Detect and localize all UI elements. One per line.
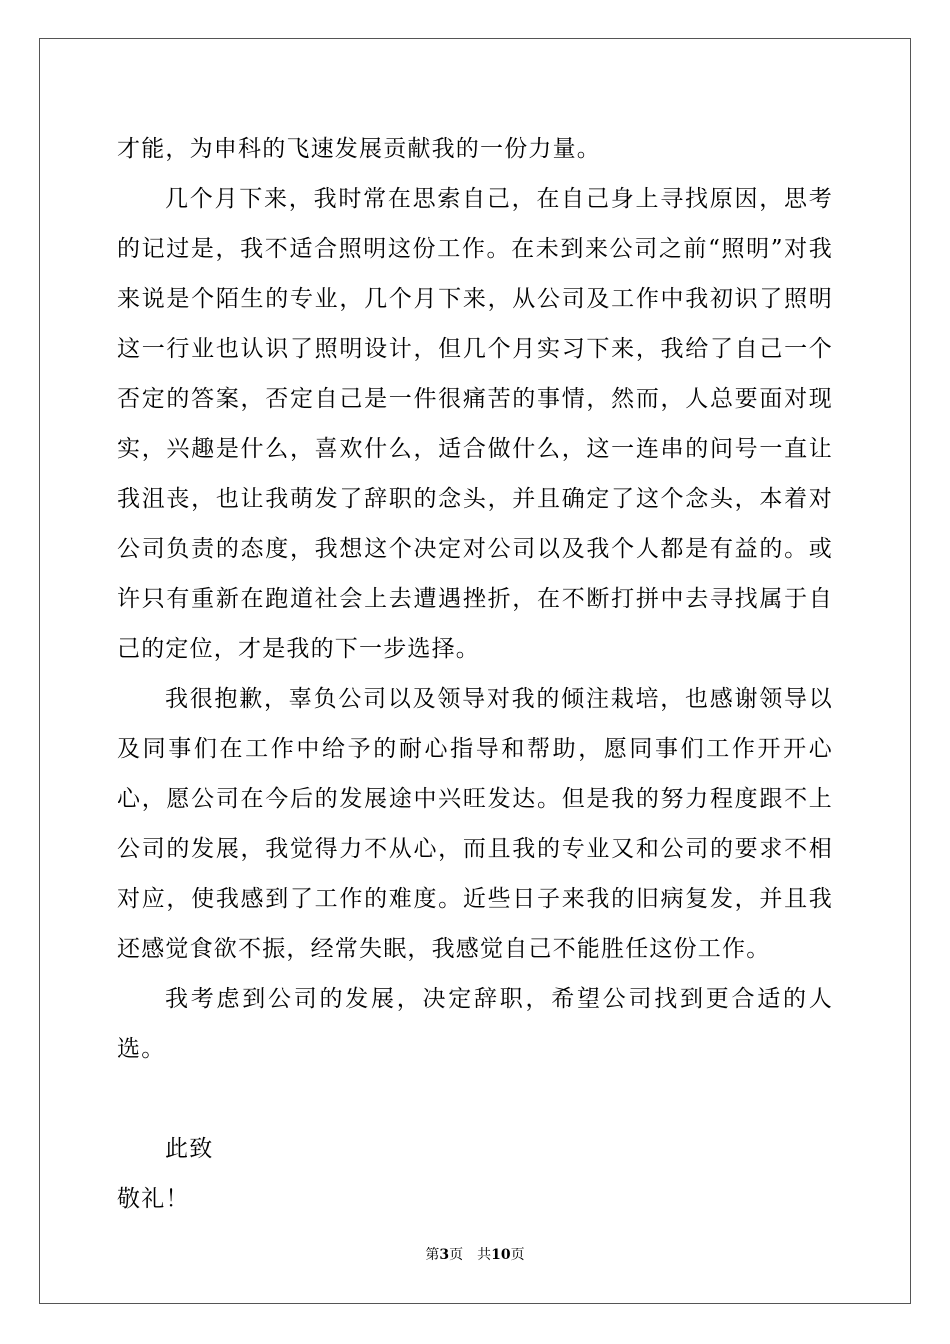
- page-prefix: 第: [425, 1247, 440, 1263]
- total-unit: 页: [510, 1247, 525, 1263]
- paragraph-continuation: 才能，为申科的飞速发展贡献我的一份力量。: [117, 136, 601, 162]
- blank-line: [117, 1074, 833, 1124]
- total-prefix: 共: [477, 1247, 492, 1263]
- paragraph-apology: 我很抱歉，辜负公司以及领导对我的倾注栽培，也感谢领导以及同事们在工作中给予的耐心指导和帮助，愿同事们工作开开心心，愿公司在今后的发展途中兴旺发达。但是我的努力程度跟不上公司的发展，我觉得力不从心，而且我的专业又和公司的要求不相对应，使我感到了工作的难度。近些日子来我的旧病复发，并且我还感觉食欲不振，经常失眠，我感觉自己不能胜任这份工作。: [117, 686, 833, 962]
- closing: 敬礼！: [117, 1186, 190, 1212]
- paragraph-reflection: 几个月下来，我时常在思索自己，在自己身上寻找原因，思考的记过是，我不适合照明这份工作。在未到来公司之前“照明”对我来说是个陌生的专业，几个月下来，从公司及工作中我初识了照明这一行业也认识了照明设计，但几个月实习下来，我给了自己一个否定的答案，否定自己是一件很痛苦的事情，然而，人总要面对现实，兴趣是什么，喜欢什么，适合做什么，这一连串的问号一直让我沮丧，也让我萌发了辞职的念头，并且确定了这个念头，本着对公司负责的态度，我想这个决定对公司以及我个人都是有益的。或许只有重新在跑道社会上去遭遇挫折，在不断打拼中去寻找属于自己的定位，才是我的下一步选择。: [117, 186, 833, 662]
- salutation: 此致: [165, 1136, 214, 1162]
- page-footer: [0, 1245, 950, 1265]
- total-page-number: 10: [491, 1247, 511, 1263]
- letter-body: [117, 124, 833, 1224]
- paragraph-decision: 我考虑到公司的发展，决定辞职，希望公司找到更合适的人选。: [117, 986, 833, 1062]
- page-unit: 页: [449, 1247, 464, 1263]
- current-page-number: 3: [439, 1247, 450, 1263]
